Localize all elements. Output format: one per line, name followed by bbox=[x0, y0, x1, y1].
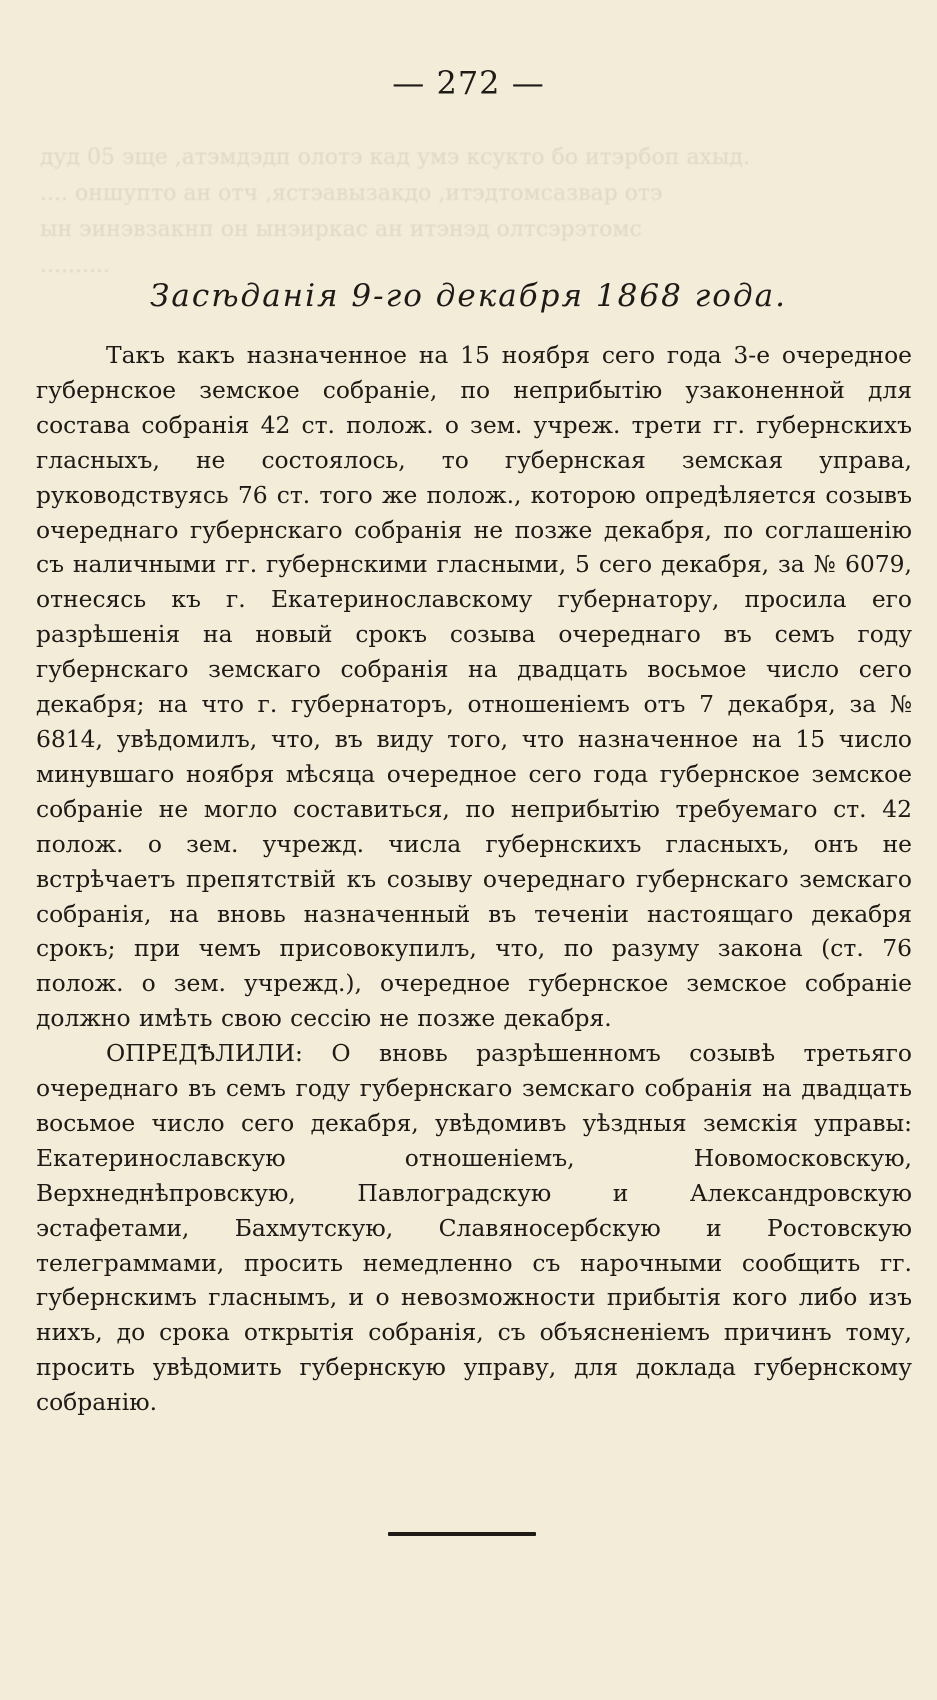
paragraph-2: ОПРЕДѢЛИЛИ: О вновь разрѣшенномъ созывѣ третьяго очереднаго въ семъ году губернскаго земскаго собранія на двадцать восьмое число сего декабря, увѣдомивъ уѣздныя земскія управы: Екатеринославскую отношеніемъ, Новомосковскую, Верхнеднѣпровскую, Павлоградскую и Александровскую эстафетами, Бахмутскую, Славяносербскую и Ростовскую телеграммами, просить немедленно съ нарочными сообщить гг. губернскимъ гласнымъ, и о невозможности прибытія кого либо изъ нихъ, до срока открытія собранія, съ объясненіемъ причинъ тому, просить увѣдомить губернскую управу, для доклада губернскому собранію. bbox=[36, 1039, 912, 1417]
show-through-text: .дуд 05 эще ,атэмдэдп олотэ кад умэ ксукто бо итэрбоп ахыд оншупто ан отч ,ястэавызакдо ,итэдтомсазвар отэ .... ын эинэвзакнп он ынэиркас ан итэнэд олтсэрэтомс .......... bbox=[40, 145, 750, 278]
page-heading: Засѣданія 9-го декабря 1868 года. bbox=[150, 278, 787, 314]
document-body bbox=[36, 338, 912, 1420]
paragraph-1: Такъ какъ назначенное на 15 ноября сего года 3-е очередное губернское земское собраніе, по неприбытію узаконенной для состава собранія 42 ст. полож. о зем. учреж. трети гг. губернскихъ гласныхъ, не состоялось, то губернская земская управа, руководствуясь 76 ст. того же полож., которою опредѣляется созывъ очереднаго губернскаго собранія не позже декабря, по соглашенію съ наличными гг. губернскими гласными, 5 сего декабря, за № 6079, отнесясь къ г. Екатеринославскому губернатору, просила его разрѣшенія на новый срокъ созыва очереднаго въ семъ году губернскаго земскаго собранія на двадцать восьмое число сего декабря; на что г. губернаторъ, отношеніемъ отъ 7 декабря, за № 6814, увѣдомилъ, что, въ виду того, что назначенное на 15 число минувшаго ноября мѣсяца очередное сего года губернское земское собраніе не могло составиться, по неприбытію требуемаго ст. 42 полож. о зем. учрежд. числа губернскихъ гласныхъ, онъ не встрѣчаетъ препятствій къ созыву очереднаго губернскаго земскаго собранія, на вновь назначенный въ теченіи настоящаго декабря срокъ; при чемъ присовокупилъ, что, по разуму закона (ст. 76 полож. о зем. учрежд.), очередное губернское земское собраніе должно имѣть свою сессію не позже декабря. bbox=[36, 341, 912, 1033]
page-number: — 272 — bbox=[392, 64, 545, 102]
closing-rule bbox=[388, 1532, 536, 1536]
